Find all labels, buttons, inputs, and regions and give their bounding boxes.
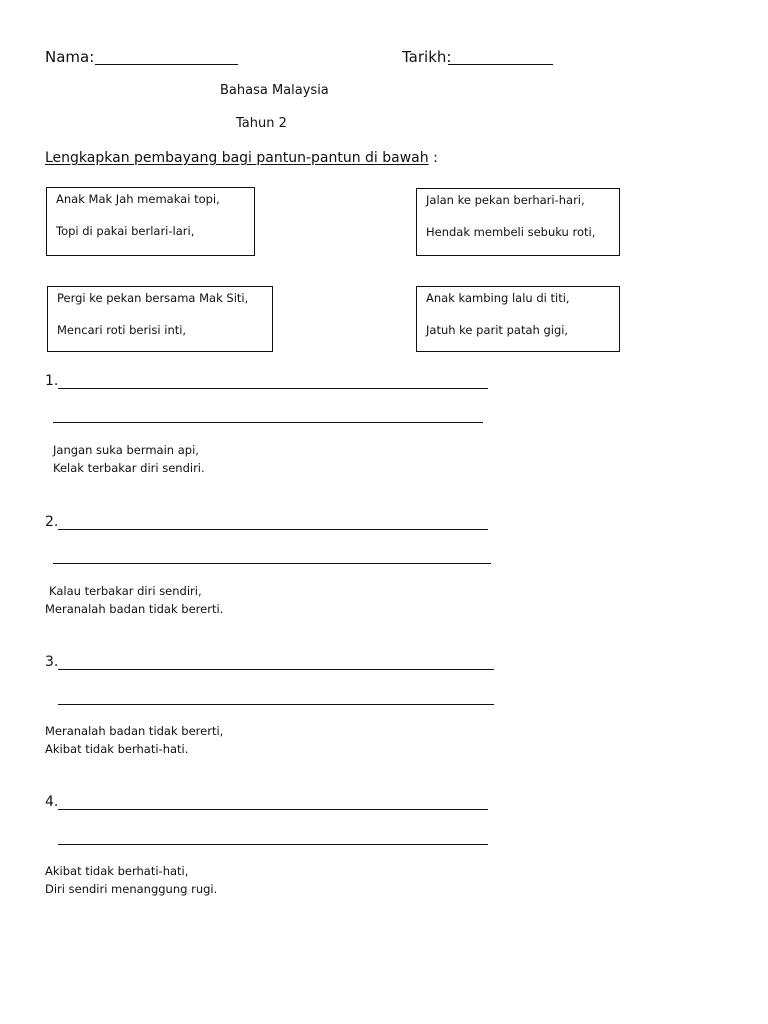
box-line-1: Anak Mak Jah memakai topi, — [56, 192, 220, 206]
answer-line[interactable] — [58, 388, 488, 389]
box-line-2: Jatuh ke parit patah gigi, — [426, 322, 569, 337]
question-number: 2. — [45, 514, 59, 530]
box-line-1: Jalan ke pekan berhari-hari, — [426, 193, 585, 207]
instruction-colon: : — [428, 150, 438, 166]
date-blank[interactable] — [448, 64, 553, 65]
question-number: 1. — [45, 373, 59, 389]
name-blank[interactable] — [95, 64, 238, 65]
pembayang-box-1 — [46, 187, 255, 256]
box-line-1: Anak kambing lalu di titi, — [426, 291, 570, 305]
maksud-line: Kalau terbakar diri sendiri, — [49, 584, 202, 598]
box-line-1: Pergi ke pekan bersama Mak Siti, — [57, 291, 249, 305]
maksud-line: Akibat tidak berhati-hati. — [45, 742, 189, 756]
pembayang-box-4 — [416, 286, 620, 352]
pembayang-box-3 — [47, 286, 273, 352]
question-number: 4. — [45, 794, 59, 810]
maksud-line: Diri sendiri menanggung rugi. — [45, 882, 218, 896]
name-label: Nama: — [45, 48, 95, 66]
pembayang-box-2 — [416, 188, 620, 256]
answer-line[interactable] — [58, 809, 488, 810]
subject-title: Bahasa Malaysia — [220, 83, 329, 98]
question-number: 3. — [45, 654, 59, 670]
maksud-line: Meranalah badan tidak bererti. — [45, 602, 224, 616]
answer-line[interactable] — [58, 669, 494, 670]
date-label: Tarikh: — [402, 48, 452, 66]
maksud-couplet — [45, 722, 223, 758]
answer-line[interactable] — [53, 563, 491, 564]
answer-line[interactable] — [58, 844, 488, 845]
maksud-line: Kelak terbakar diri sendiri. — [53, 461, 205, 475]
maksud-line: Meranalah badan tidak bererti, — [45, 724, 224, 738]
maksud-couplet — [45, 582, 223, 618]
maksud-couplet — [45, 862, 217, 898]
maksud-couplet — [53, 441, 205, 477]
answer-line[interactable] — [58, 704, 494, 705]
answer-line[interactable] — [58, 529, 488, 530]
box-line-2: Hendak membeli sebuku roti, — [426, 224, 596, 239]
answer-line[interactable] — [53, 422, 483, 423]
instruction — [45, 150, 438, 166]
maksud-line: Jangan suka bermain api, — [53, 443, 199, 457]
maksud-line: Akibat tidak berhati-hati, — [45, 864, 189, 878]
box-line-2: Mencari roti berisi inti, — [57, 322, 187, 337]
instruction-text: Lengkapkan pembayang bagi pantun-pantun di bawah — [45, 150, 429, 166]
year-title: Tahun 2 — [236, 116, 287, 131]
box-line-2: Topi di pakai berlari-lari, — [56, 223, 195, 238]
